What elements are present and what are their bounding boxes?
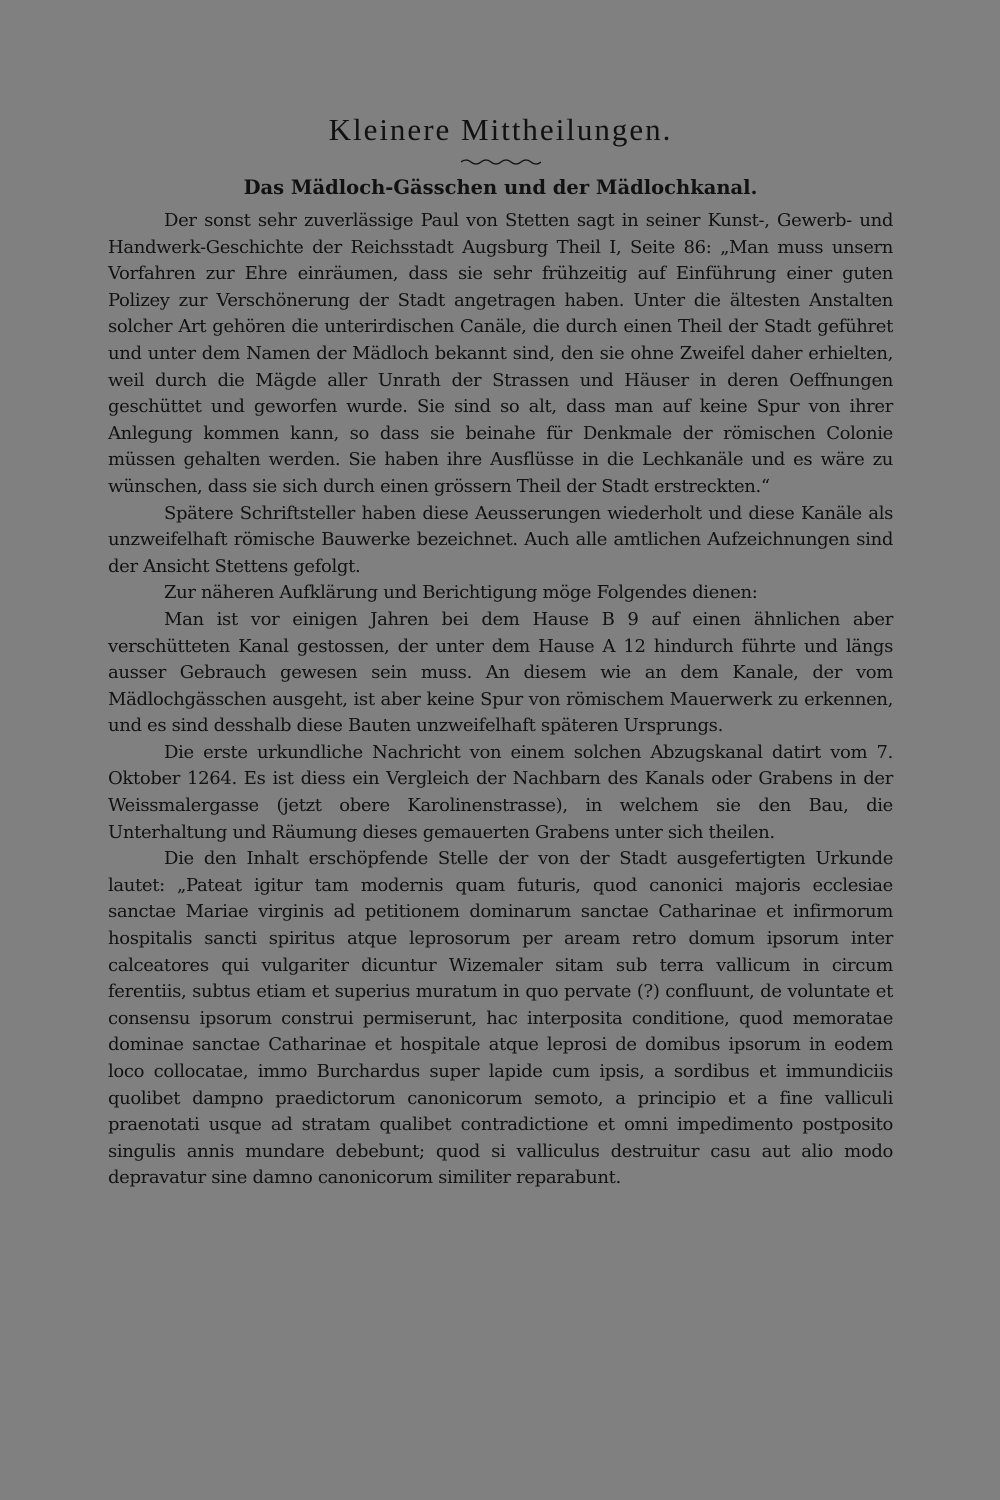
paragraph-1: Der sonst sehr zuverlässige Paul von Stetten sagt in seiner Kunst-, Gewerb- und Handwerk-Geschichte der Reichsstadt Augsburg Theil I, Seite 86: „Man muss unsern Vorfahren zur Ehre einräumen, dass sie sehr frühzeitig auf Einführung einer guten Polizey zur Verschönerung der Stadt angetragen haben. Unter die ältesten Anstalten solcher Art gehören die unterirdischen Canäle, die durch einen Theil der Stadt geführet und unter dem Namen der Mädloch bekannt sind, den sie ohne Zweifel daher erhielten, weil durch die Mägde aller Unrath der Strassen und Häuser in deren Oeffnungen geschüttet und geworfen wurde. Sie sind so alt, dass man auf keine Spur von ihrer Anlegung kommen kann, so dass sie beinahe für Denkmale der römischen Colonie müssen gehalten werden. Sie haben ihre Ausflüsse in die Lechkanäle und es wäre zu wünschen, dass sie sich durch einen grössern Theil der Stadt erstreckten.“ (108, 210, 893, 497)
page-title: Kleinere Mittheilungen. (328, 112, 673, 147)
page (108, 100, 893, 1192)
paragraph-4: Man ist vor einigen Jahren bei dem Hause B 9 auf einen ähnlichen aber verschütteten Kanal gestossen, der unter dem Hause A 12 hindurch führte und längs ausser Gebrauch gewesen sein muss. An diesem wie an dem Kanale, der vom Mädlochgässchen ausgeht, ist aber keine Spur von römischem Mauerwerk zu erkennen, und es sind desshalb diese Bauten unzweifelhaft späteren Ursprungs. (108, 608, 893, 737)
paragraph-3: Zur näheren Aufklärung und Berichtigung möge Folgendes dienen: (164, 582, 758, 604)
paragraph-5: Die erste urkundliche Nachricht von einem solchen Abzugskanal datirt vom 7. Oktober 1264. Es ist diess ein Vergleich der Nachbarn des Kanals oder Grabens in der Weissmalergasse (jetzt obere Karolinenstrasse), in welchem sie den Bau, die Unterhaltung und Räumung dieses gemauerten Grabens unter sich theilen. (108, 741, 893, 843)
section-heading: Das Mädloch-Gässchen und der Mädlochkanal. (243, 176, 758, 199)
paragraph-6: Die den Inhalt erschöpfende Stelle der von der Stadt ausgefertigten Urkunde lautet: „Pateat igitur tam modernis quam futuris, quod canonici majoris ecclesiae sanctae Mariae virginis ad petitionem dominarum sanctae Catharinae et infirmorum hospitalis sancti spiritus atque leprosorum per aream retro domum ipsorum inter calceatores qui vulgariter dicuntur Wizemaler sitam sub terra vallicum in circum ferentiis, subtus etiam et superius muratum in quo pervate (?) confluunt, de voluntate et consensu ipsorum construi permiserunt, hac interposita conditione, quod memoratae dominae sanctae Catharinae et hospitale atque leprosi de domibus ipsorum in eodem loco collocatae, immo Burchardus super lapide cum ipsis, a sordibus et immundiciis quolibet dampno praedictorum canonicorum semoto, a principio et a fine valliculi praenotati usque ad stratam qualibet contradictione et omni impedimento postposito singulis annis mundare debebunt; quod si valliculus destruitur casu aut alio modo depravatur sine damno canonicorum similiter reparabunt. (108, 848, 893, 1189)
title-flourish-ornament (461, 158, 541, 166)
paragraph-2: Spätere Schriftsteller haben diese Aeusserungen wiederholt und diese Kanäle als unzweifelhaft römische Bauwerke bezeichnet. Auch alle amtlichen Aufzeichnungen sind der Ansicht Stettens gefolgt. (108, 502, 893, 577)
